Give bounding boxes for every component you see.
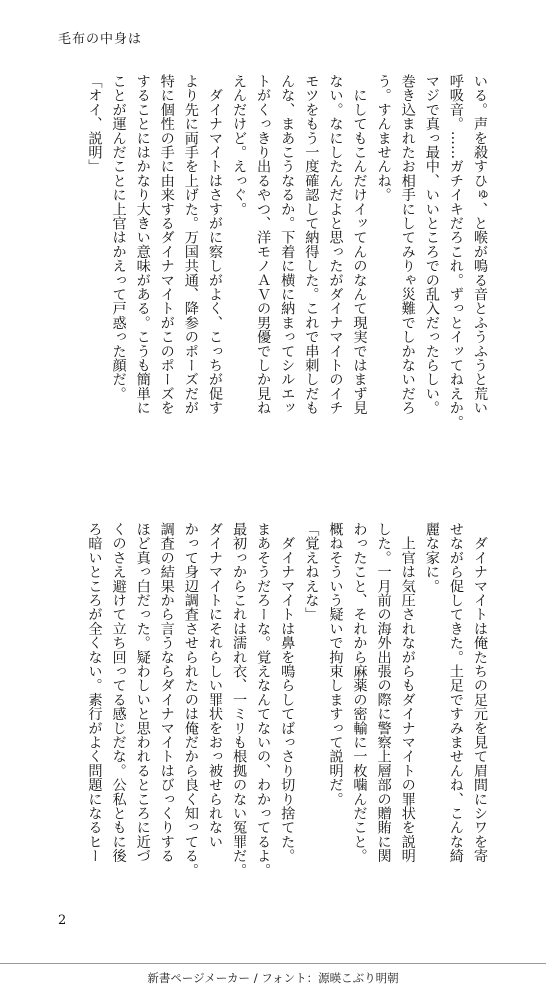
footer-credit: 新書ページメーカー / フォント：源暎こぶり明朝 [147,971,399,985]
text-line: くのさえ避けて立ち回ってる感じだな。公私ともに後 [110,522,127,863]
page-header-title: 毛布の中身は [58,32,143,47]
text-line: 上官は気圧されながらもダイナマイトの罪状を説明 [399,522,416,863]
text-line: んな、まあこうなるか。下着に横に納まってシルエッ [279,74,296,415]
text-line: 特に個性の手に由来するダイナマイトがこのポーズを [158,74,175,415]
text-line: まあそうだろーな。覚えなんてないの、わかってるよ。 [255,522,272,877]
text-line: より先に両手を上げた。万国共通、降参のポーズだが [182,74,199,415]
text-line: ダイナマイトは俺たちの足元を見て眉間にシワを寄 [472,522,488,863]
text-line: いる。声を殺すひゅ、と喉が鳴る音とふうふうと荒い [472,74,488,415]
lower-text-block [52,522,492,894]
text-line: 呼吸音。……ガチイキだろこれ。ずっとイッてねえか。 [447,74,464,429]
text-line: 概ねそういう疑いで拘束しますって説明だ。 [327,522,344,806]
text-line: わったこと、それから麻薬の密輸に一枚噛んだこと。 [351,522,368,863]
text-line: う。すんませんね。 [375,74,392,202]
text-line: することにはかなり大きい意味がある。こうも簡単に [134,74,151,415]
text-line: 最初っからこれは濡れ衣、一ミリも根拠のない冤罪だ。 [231,522,248,877]
text-line: モツをもう一度確認して納得した。これで串刺しだも [303,74,320,415]
text-line: 調査の結果から言うならダイナマイトはびっくりする [158,522,175,863]
text-line: ない。なにしたんだよと思ったがダイナマイトのイチ [327,74,344,415]
text-line: ダイナマイトはさすがに察しがよく、こっちが促す [206,74,223,415]
text-line: ダイナマイトは鼻を鳴らしてばっさり切り捨てた。 [279,522,296,863]
text-line: ダイナマイトにそれらしい罪状をおっ被せられない [206,522,223,849]
text-line: した。一月前の海外出張の際に警察上層部の贈賄に関 [375,522,392,863]
text-line: せながら促してきた。土足ですみませんね、こんな綺 [447,522,464,863]
text-line: 「覚えねえな」 [303,522,320,622]
text-line: かって身辺調査させられたのは俺だから良く知ってる。 [182,522,199,877]
text-line: にしてもこんだけイッてんのなんて現実ではまず見 [351,74,368,415]
text-line: ことが運んだことに上官はかえって戸惑った顔だ。 [110,74,127,401]
text-line: ほど真っ白だった。疑わしいと思われるところに近づ [134,522,151,863]
text-line: ろ暗いところが全くない。素行がよく問題になるヒー [86,522,103,863]
text-line: 巻き込まれたお相手にしてみりゃ災難でしかないだろ [399,74,416,415]
page-number: 2 [58,913,67,928]
upper-text-block [52,74,492,466]
text-line: トがくっきり出るやつ、洋モノＡＶの男優でしか見ね [255,74,272,415]
text-line: マジで真っ最中、いいところでの乱入だったらしい。 [423,74,440,415]
text-line: 麗な家に。 [423,522,440,593]
text-line: えんだけど。えっぐ。 [231,74,248,216]
text-line: 「オイ、説明」 [86,74,103,174]
